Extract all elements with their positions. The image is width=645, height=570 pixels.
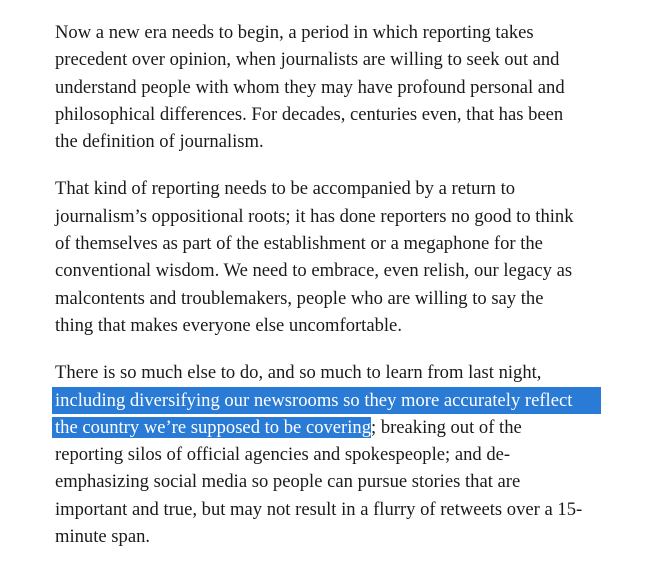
text-line: of themselves as part of the establishment or a megaphone for the [55, 233, 543, 255]
text-line: journalism’s oppositional roots; it has done reporters no good to think [55, 205, 574, 227]
text-fragment: ; breaking out of the [371, 416, 522, 438]
text-line: important and true, but may not result in a flurry of retweets over a 15- [55, 498, 583, 520]
paragraph-1 [55, 19, 615, 155]
text-line: conventional wisdom. We need to embrace, even relish, our legacy as [55, 260, 573, 282]
text-line: reporting silos of official agencies and spokespeople; and de- [55, 444, 511, 466]
text-line: the definition of journalism. [55, 131, 264, 153]
article-body [55, 19, 615, 570]
text-line: philosophical differences. For decades, centuries even, that has been [55, 103, 564, 125]
text-line: There is so much else to do, and so much to learn from last night, [55, 362, 542, 384]
text-line: understand people with whom they may have profound personal and [55, 76, 565, 98]
paragraph-3 [55, 359, 615, 550]
text-line: emphasizing social media so people can pursue stories that are [55, 471, 521, 493]
text-line: thing that makes everyone else uncomfortable. [55, 314, 402, 336]
text-line: That kind of reporting needs to be accompanied by a return to [55, 178, 516, 200]
text-line: precedent over opinion, when journalists are willing to seek out and [55, 49, 560, 71]
highlighted-selection[interactable]: including diversifying our newsrooms so they more accurately reflect [52, 387, 601, 414]
text-line: minute span. [55, 526, 151, 548]
text-line [55, 414, 615, 441]
text-line: malcontents and troublemakers, people who are willing to say the [55, 287, 544, 309]
text-line: Now a new era needs to begin, a period in which reporting takes [55, 22, 534, 43]
highlighted-selection[interactable]: the country we’re supposed to be covering [52, 417, 371, 438]
paragraph-2 [55, 175, 615, 339]
